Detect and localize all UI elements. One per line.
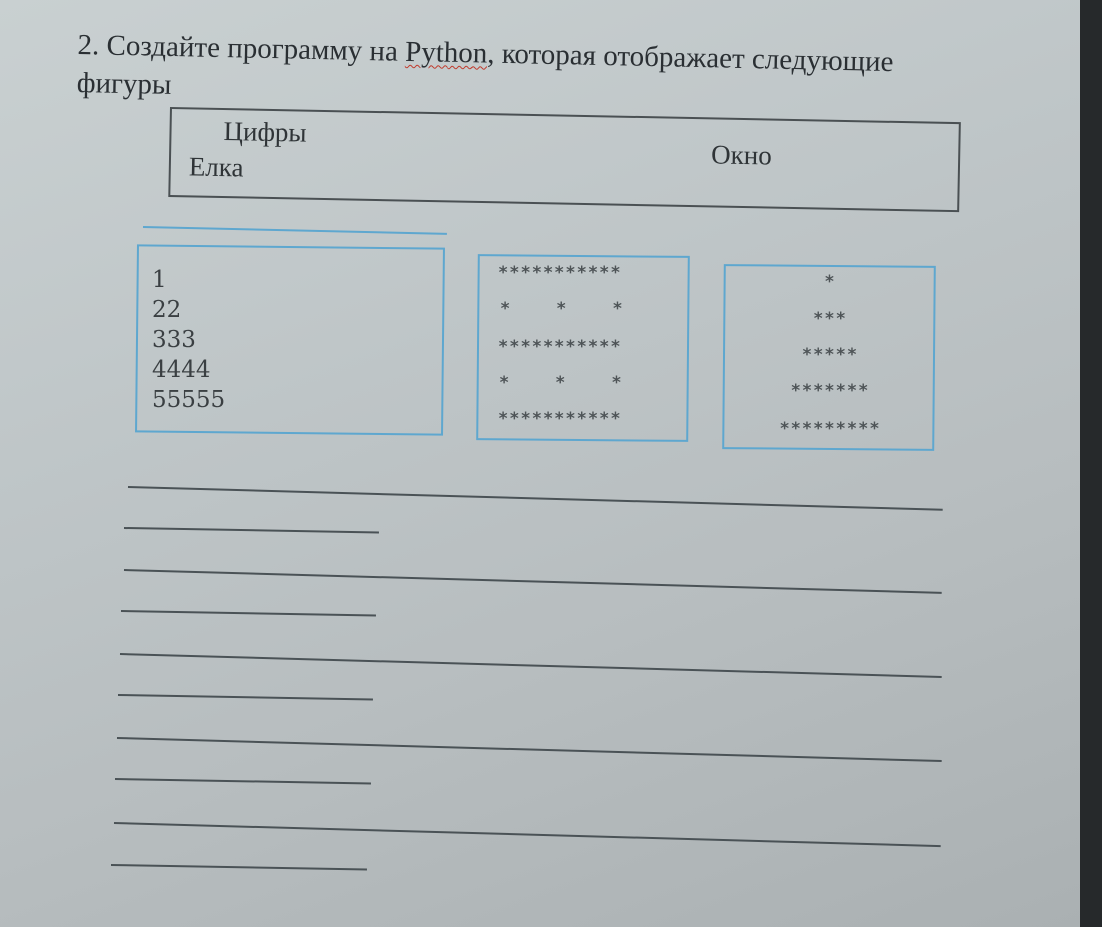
window-row: * * *: [500, 299, 624, 319]
answer-line: [120, 653, 942, 678]
tree-row: ***: [813, 309, 847, 329]
label-tree: Елка: [188, 151, 244, 183]
digits-box-top-rule: [143, 226, 447, 235]
window-row: * * *: [499, 373, 623, 393]
answer-line: [124, 569, 942, 594]
figure-names-box: [168, 107, 961, 212]
task-title: [76, 26, 977, 121]
answer-line-short: [121, 610, 376, 616]
label-digits: Цифры: [223, 116, 307, 148]
tree-row: *: [824, 272, 836, 292]
task-text-before: Создайте программу на: [106, 29, 406, 68]
page-edge-shadow: [1080, 0, 1102, 927]
window-row: ***********: [498, 409, 622, 429]
digits-row: 4444: [152, 357, 211, 383]
tree-row: *******: [790, 381, 870, 401]
answer-line-short: [118, 694, 373, 700]
digits-row: 55555: [152, 387, 226, 413]
digits-row: 333: [152, 327, 196, 353]
answer-line-short: [124, 527, 379, 533]
digits-row: 1: [152, 267, 167, 293]
task-number: 2.: [77, 28, 100, 62]
window-row: ***********: [498, 337, 622, 357]
answer-line-short: [115, 778, 371, 784]
task-text-after: , которая отображает следующие фигуры: [76, 37, 894, 101]
answer-line: [128, 486, 943, 511]
answer-line-short: [111, 864, 367, 870]
digits-row: 22: [152, 297, 182, 323]
tree-row: *********: [779, 419, 881, 439]
answer-line: [114, 822, 941, 847]
tree-row: *****: [801, 345, 859, 365]
label-window: Окно: [710, 139, 773, 171]
digits-figure: [152, 265, 225, 415]
window-row: ***********: [498, 263, 622, 283]
python-word: Python: [404, 35, 488, 70]
answer-line: [117, 737, 942, 762]
